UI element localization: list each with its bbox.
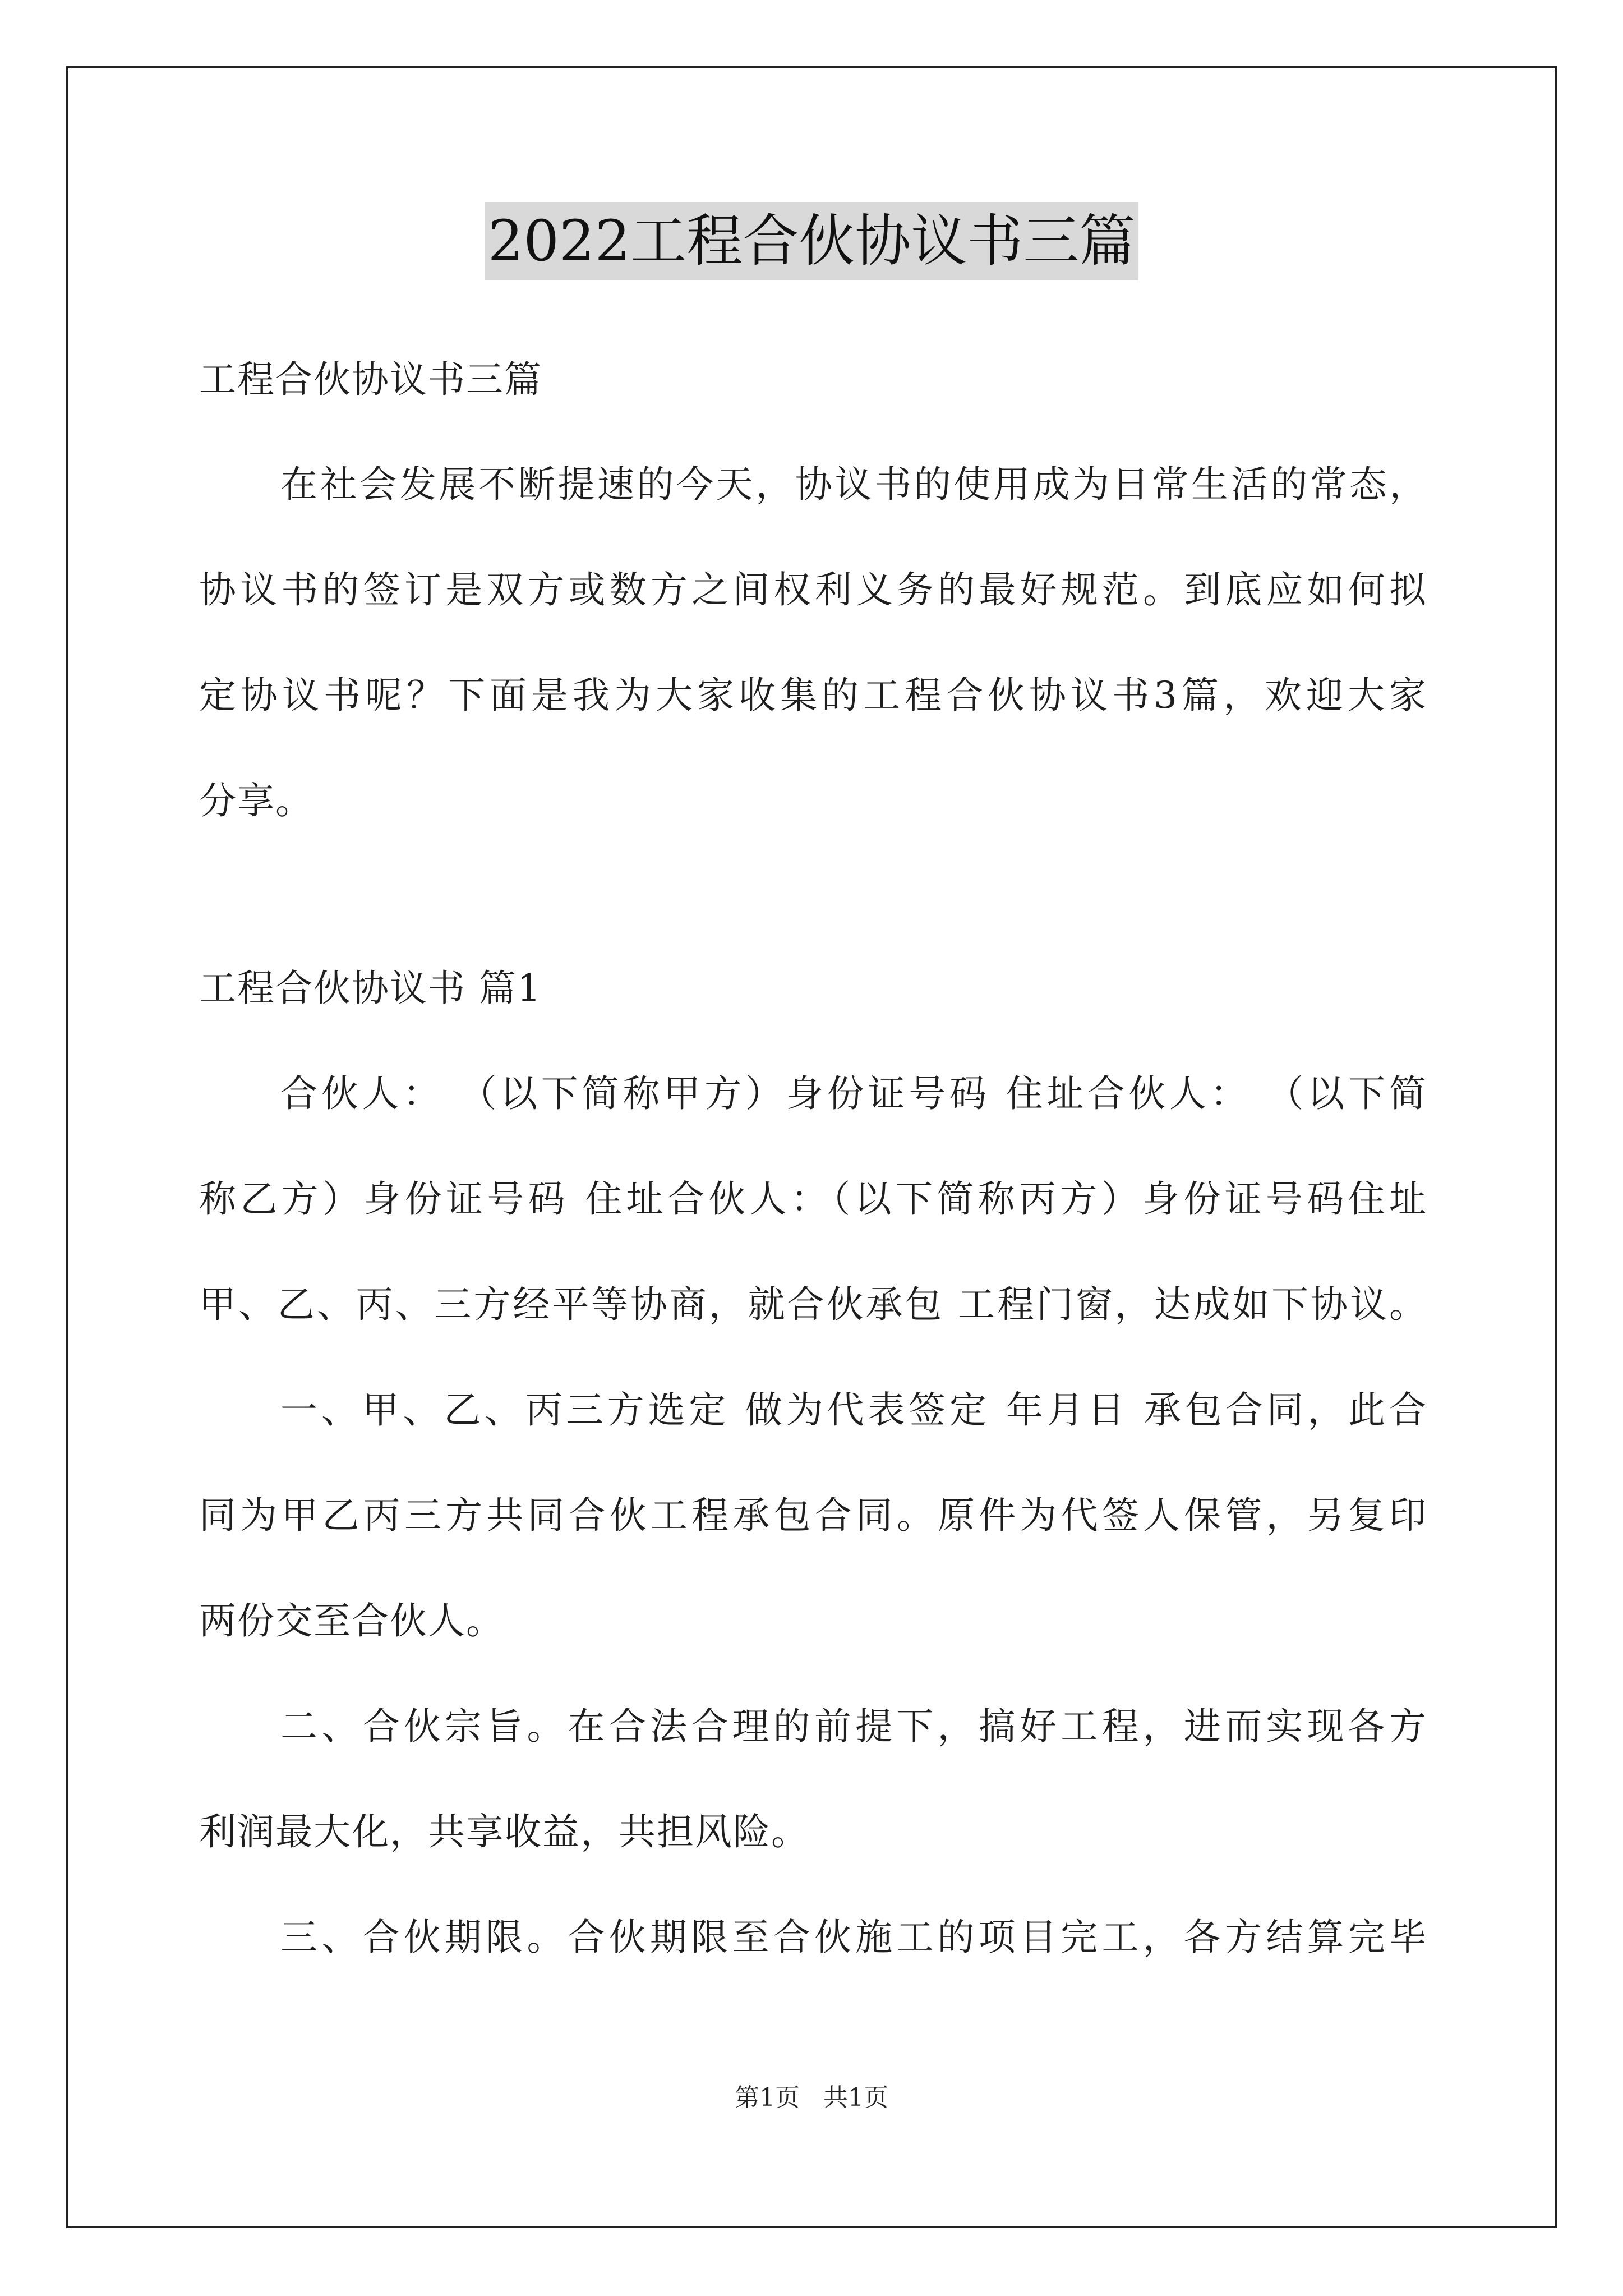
section-heading: 工程合伙协议书 篇1 <box>199 967 542 1010</box>
paragraph-line: 合伙人： （以下简称甲方）身份证号码 住址合伙人： （以下简 <box>280 1072 1427 1115</box>
paragraph-line: 在社会发展不断提速的今天，协议书的使用成为日常生活的常态， <box>280 463 1427 506</box>
page-footer <box>0 2082 1623 2114</box>
paragraph-line: 同为甲乙丙三方共同合伙工程承包合同。原件为代签人保管，另复印 <box>199 1494 1427 1537</box>
paragraph-line: 利润最大化，共享收益，共担风险。 <box>199 1810 809 1853</box>
subtitle-line: 工程合伙协议书三篇 <box>199 358 542 401</box>
paragraph-line: 二、合伙宗旨。在合法合理的前提下，搞好工程，进而实现各方 <box>280 1705 1427 1748</box>
title-container <box>0 202 1623 280</box>
paragraph-line: 两份交至合伙人。 <box>199 1599 504 1642</box>
document-body <box>199 314 1427 1957</box>
document-title: 2022工程合伙协议书三篇 <box>485 202 1139 280</box>
paragraph-line: 分享。 <box>199 779 313 822</box>
page-total: 共1页 <box>823 2083 888 2112</box>
page-number: 第1页 <box>735 2083 800 2112</box>
paragraph-line: 协议书的签订是双方或数方之间权利义务的最好规范。到底应如何拟 <box>199 568 1427 611</box>
paragraph-line: 定协议书呢？下面是我为大家收集的工程合伙协议书3篇，欢迎大家 <box>199 674 1427 717</box>
paragraph-line: 三、合伙期限。合伙期限至合伙施工的项目完工，各方结算完毕 <box>280 1916 1427 1959</box>
paragraph-line: 称乙方）身份证号码 住址合伙人：（以下简称丙方）身份证号码住址 <box>199 1177 1427 1221</box>
paragraph-line: 一、甲、乙、丙三方选定 做为代表签定 年月日 承包合同，此合 <box>280 1388 1427 1432</box>
paragraph-line: 甲、乙、丙、三方经平等协商，就合伙承包 工程门窗，达成如下协议。 <box>199 1283 1427 1326</box>
